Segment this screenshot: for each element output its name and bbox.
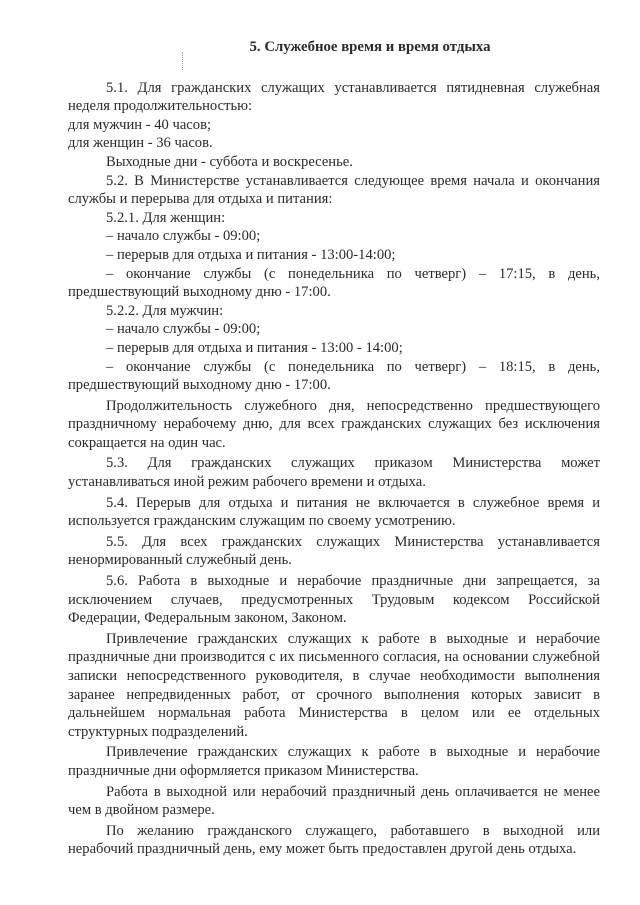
list-item-men-start: – начало службы - 09:00; bbox=[106, 321, 261, 338]
list-item-men-break: – перерыв для отдыха и питания - 13:00 - 14:00; bbox=[106, 339, 403, 356]
paragraph-double-pay: Работа в выходной или нерабочий праздничный день оплачивается не менее чем в двойном размере. bbox=[68, 783, 600, 819]
section-title: 5. Служебное время и время отдыха bbox=[249, 39, 491, 55]
paragraph-order: Привлечение гражданских служащих к работе в выходные и нерабочие праздничные дни оформляется приказом Министерства. bbox=[68, 744, 600, 779]
scan-mark bbox=[182, 52, 184, 70]
paragraph-5-1: 5.1. Для гражданских служащих устанавливается пятидневная служебная неделя продолжительностью: bbox=[68, 79, 600, 115]
list-item-women-start: – начало службы - 09:00; bbox=[106, 228, 261, 245]
paragraph-day-off: По желанию гражданского служащего, работавшего в выходной или нерабочий праздничный день, ему может быть предоставлен другой день отдыха. bbox=[68, 822, 600, 858]
paragraph-holiday-eve: Продолжительность служебного дня, непосредственно предшествующего праздничному нерабочему дню, для всех гражданских служащих без исключения сокращается на один час. bbox=[68, 397, 600, 451]
list-item-women-end: – окончание службы (с понедельника по четверг) – 17:15, в день, предшествующий выходному дню - 17:00. bbox=[68, 265, 600, 301]
paragraph-5-2-1: 5.2.1. Для женщин: bbox=[106, 209, 226, 226]
paragraph-5-2-2: 5.2.2. Для мужчин: bbox=[106, 302, 224, 319]
paragraph-5-6: 5.6. Работа в выходные и нерабочие праздничные дни запрещается, за исключением случаев, предусмотренных Трудовым кодексом Российской Федерации, Федеральным законом, Законом. bbox=[68, 573, 600, 627]
paragraph-days-off: Выходные дни - суббота и воскресенье. bbox=[106, 153, 353, 170]
list-item-men-end: – окончание службы (с понедельника по четверг) – 18:15, в день, предшествующий выходному дню - 17:00. bbox=[68, 358, 600, 394]
paragraph-5-2: 5.2. В Министерстве устанавливается следующее время начала и окончания службы и перерыва для отдыха и питания: bbox=[68, 172, 600, 208]
paragraph-women-hours: для женщин - 36 часов. bbox=[68, 135, 213, 152]
list-item-women-break: – перерыв для отдыха и питания - 13:00-14:00; bbox=[106, 246, 396, 263]
paragraph-5-5: 5.5. Для всех гражданских служащих Министерства устанавливается ненормированный служебный день. bbox=[68, 533, 600, 569]
paragraph-consent: Привлечение гражданских служащих к работе в выходные и нерабочие праздничные дни производится с их письменного согласия, на основании служебной записки непосредственного руководителя, в случае необходимости выполнения заранее непредвиденных работ, от срочного выполнения которых зависит в дальнейшем нормальная работа Министерства в целом или ее отдельных структурных подразделений. bbox=[68, 630, 600, 740]
paragraph-5-4: 5.4. Перерыв для отдыха и питания не включается в служебное время и используется гражданским служащим по своему усмотрению. bbox=[68, 494, 600, 530]
paragraph-5-3: 5.3. Для гражданских служащих приказом Министерства может устанавливаться иной режим рабочего времени и отдыха. bbox=[68, 455, 600, 491]
paragraph-men-hours: для мужчин - 40 часов; bbox=[68, 116, 212, 133]
